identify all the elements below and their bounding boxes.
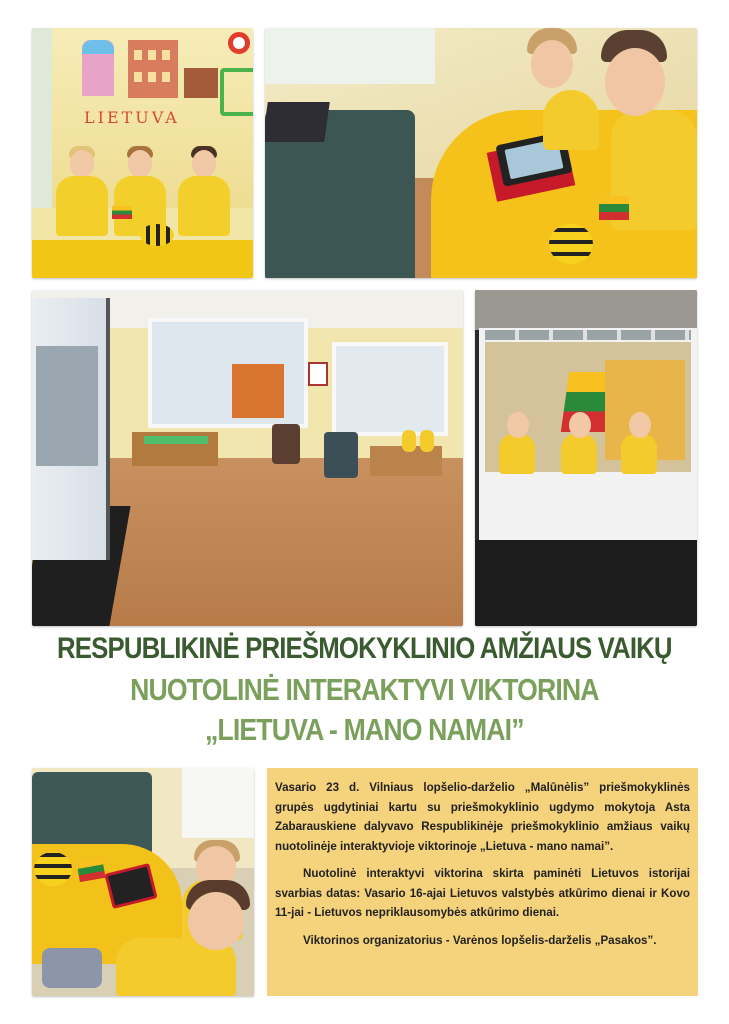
child	[56, 176, 108, 236]
window	[265, 28, 435, 84]
drawing-castle	[128, 40, 178, 98]
child	[561, 434, 597, 474]
covered-stand	[324, 432, 358, 478]
photo-projected-video-call	[475, 290, 697, 626]
window	[332, 342, 448, 436]
child-head	[605, 48, 665, 116]
child	[499, 434, 535, 474]
wall-lettering: LIETUVA	[84, 108, 180, 127]
child	[420, 430, 434, 452]
article-paragraph: Viktorinos organizatorius - Varėnos lopšelis-darželis „Pasakos”.	[303, 933, 657, 947]
notice-board	[232, 364, 284, 418]
drawing-figure	[220, 68, 253, 116]
photo-classroom	[32, 290, 463, 626]
bee-toy	[140, 224, 174, 246]
lithuanian-flag	[112, 206, 132, 219]
window	[148, 318, 308, 428]
article-paragraph: Nuotolinė interaktyvi viktorina skirta paminėti Lietuvos istorijai svarbias datas: Vasario 16-ajai Lietuvos valstybės atkūrimo dienai ir Kovo 11-jai - Lietuvos nepriklausomybės atkūrimo dienai.	[275, 867, 690, 919]
laptop	[265, 102, 330, 142]
child-head	[192, 150, 216, 178]
child-head	[507, 412, 529, 438]
video-frame	[485, 342, 691, 472]
child	[402, 430, 416, 452]
yellow-table	[32, 240, 253, 278]
drawing-house-brown	[184, 68, 218, 98]
child	[178, 176, 230, 236]
lithuanian-flag	[599, 196, 629, 220]
child	[621, 434, 657, 474]
projection-screen	[479, 328, 697, 540]
child-head	[128, 150, 152, 178]
article-text-box	[267, 768, 698, 996]
child-head	[188, 892, 244, 950]
child-head	[569, 412, 591, 438]
photo-boys-with-tablet	[265, 28, 697, 278]
child	[543, 90, 599, 150]
photo-boys-at-table	[32, 768, 254, 996]
bee-toy	[34, 852, 72, 886]
headline-line-2: NUOTOLINĖ INTERAKTYVI VIKTORINA	[130, 672, 599, 707]
chair	[272, 424, 300, 464]
window	[182, 768, 254, 838]
headline-line-3: „LIETUVA - MANO NAMAI”	[205, 712, 524, 747]
article-paragraph: Vasario 23 d. Vilniaus lopšelio-darželio „Malūnėlis” priešmokyklinės grupės ugdytiniai kartu su priešmokyklinio ugdymo mokytoja Asta Zabarauskiene dalyvavo Respublikinėje priešmokyklinio amžiaus vaikų nuotolinėje interaktyvioje viktorinoje „Lietuva - mano namai”.	[275, 781, 690, 853]
bee-toy	[549, 224, 593, 264]
child-head	[531, 40, 573, 88]
photo-kids-lietuva-wall	[32, 28, 253, 278]
child-head	[70, 150, 94, 178]
window	[32, 28, 52, 208]
participant-thumbnails	[485, 330, 691, 340]
child-head	[629, 412, 651, 438]
drawing-circle	[228, 32, 250, 54]
headline-line-1: RESPUBLIKINĖ PRIEŠMOKYKLINIO AMŽIAUS VAIKŲ	[57, 632, 672, 665]
wall-emblem	[308, 362, 328, 386]
projection-screen	[32, 298, 110, 560]
drawing-house	[82, 40, 114, 96]
